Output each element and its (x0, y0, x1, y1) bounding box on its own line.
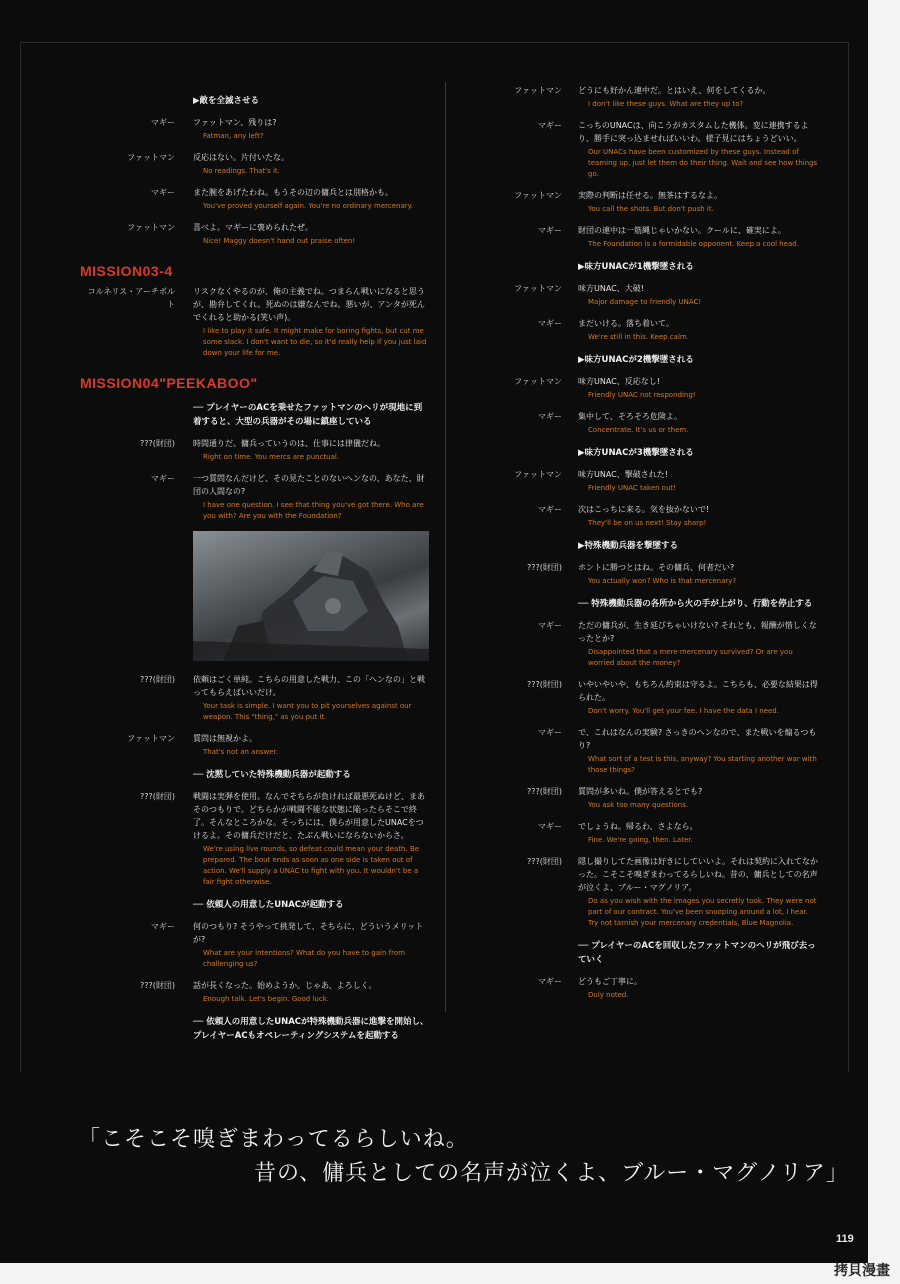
english-translation: I don't like these guys. What are they up to? (588, 100, 744, 108)
speaker-name: ファットマン (127, 734, 175, 743)
mission-heading: MISSION04"PEEKABOO" (80, 375, 258, 391)
english-translation: Fatman, any left? (203, 132, 264, 140)
english-translation: They'll be on us next! Stay sharp! (588, 519, 707, 527)
speaker-name: マギー (538, 505, 562, 514)
japanese-line: でしょうね。帰るわ、さよなら。 (578, 822, 698, 831)
stage-direction: ── 依頼人の用意したUNACが起動する (193, 900, 344, 910)
dialogue-entry (500, 317, 820, 343)
speaker-name: マギー (151, 474, 175, 483)
speaker-name: ファットマン (127, 223, 175, 232)
dialogue-entry (500, 975, 820, 1001)
frame-left-line (20, 42, 21, 1072)
page-number: 119 (836, 1233, 854, 1245)
column-divider (445, 82, 446, 1012)
stage-direction: ▶味方UNACが3機撃墜される (578, 448, 694, 458)
mech-screenshot-image (193, 531, 429, 661)
speaker-name: マギー (151, 118, 175, 127)
english-translation: You've proved yourself again. You're no ordinary mercenary. (203, 202, 413, 210)
english-translation: The Foundation is a formidable opponent. Keep a cool head. (588, 240, 799, 248)
watermark: 拷貝漫畫 (834, 1263, 890, 1279)
japanese-line: 質問は無視かよ。 (193, 734, 257, 743)
english-translation: Fine. We're going, then. Later. (588, 836, 693, 844)
english-translation: I like to play it safe. It might make for boring fights, but cut me some slack. I don't want to die, so it'd really help if you just laid down your life for me. (203, 327, 427, 357)
japanese-line: 時間通りだ。傭兵っていうのは、仕事には律儀だね。 (193, 439, 385, 448)
english-translation: That's not an answer. (203, 748, 279, 756)
english-translation: Friendly UNAC taken out! (588, 484, 677, 492)
english-translation: Duly noted. (588, 991, 629, 999)
speaker-name: ???(財団) (140, 675, 175, 684)
japanese-line: 味方UNAC、撃破された! (578, 470, 668, 479)
dialogue-entry (80, 437, 430, 463)
stage-direction: ── 沈黙していた特殊機動兵器が起動する (193, 770, 351, 780)
japanese-line: リスクなくやるのが、俺の主義でね。つまらん戦いになると思うが、勘弁してくれ。死ぬのは嫌なんでね。悪いが、アンタが死んでくれると助かる(笑い声)。 (193, 287, 425, 322)
english-translation: Major damage to friendly UNAC! (588, 298, 702, 306)
speaker-name: ???(財団) (140, 981, 175, 990)
speaker-name: マギー (538, 728, 562, 737)
stage-direction: ▶特殊機動兵器を撃墜する (578, 541, 679, 551)
speaker-name: ???(財団) (140, 439, 175, 448)
dialogue-entry (500, 410, 820, 436)
speaker-name: ファットマン (127, 153, 175, 162)
dialogue-entry (80, 151, 430, 177)
japanese-line: 反応はない。片付いたな。 (193, 153, 289, 162)
frame-top-line (20, 42, 848, 43)
dialogue-entry (500, 820, 820, 846)
dialogue-entry (80, 221, 430, 247)
dialogue-entry (500, 785, 820, 811)
mission-heading: MISSION03-4 (80, 263, 173, 279)
speaker-name: ???(財団) (527, 857, 562, 866)
left-column (80, 84, 430, 1051)
speaker-name: ファットマン (514, 86, 562, 95)
japanese-line: 質問が多いね。僕が答えるとでも? (578, 787, 703, 796)
english-translation: Friendly UNAC not responding! (588, 391, 696, 399)
speaker-name: ファットマン (514, 191, 562, 200)
speaker-name: マギー (538, 226, 562, 235)
japanese-line: 喜べよ。マギーに褒められたぜ。 (193, 223, 313, 232)
dialogue-entry (80, 790, 430, 888)
japanese-line: 財団の連中は一筋縄じゃいかない。クールに、確実によ。 (578, 226, 786, 235)
japanese-line: 実際の判断は任せる。無茶はするなよ。 (578, 191, 722, 200)
japanese-line: 次はこっちに来る。気を抜かないで! (578, 505, 710, 514)
pull-quote-line-1: 「こそこそ嗅ぎまわってるらしいね。 (78, 1127, 469, 1152)
dialogue-entry (500, 726, 820, 776)
dialogue-entry (500, 282, 820, 308)
dialogue-entry (80, 116, 430, 142)
speaker-name: マギー (538, 822, 562, 831)
dialogue-entry (80, 673, 430, 723)
english-translation: What are your intentions? What do you have to gain from challenging us? (203, 949, 405, 968)
speaker-name: マギー (538, 412, 562, 421)
english-translation: Nice! Maggy doesn't hand out praise often! (203, 237, 356, 245)
speaker-name: ファットマン (514, 470, 562, 479)
speaker-name: マギー (538, 977, 562, 986)
dialogue-entry (500, 678, 820, 717)
dialogue-entry (500, 561, 820, 587)
japanese-line: いやいやいや、もちろん約束は守るよ。こちらも、必要な結果は得られた。 (578, 680, 818, 702)
dialogue-entry (80, 472, 430, 522)
japanese-line: 味方UNAC、大破! (578, 284, 644, 293)
speaker-name: コルネリス・アーチボルト (87, 287, 175, 309)
speaker-name: ???(財団) (527, 680, 562, 689)
dialogue-entry (500, 189, 820, 215)
pull-quote-line-2: 昔の、傭兵としての名声が泣くよ、ブルー・マグノリア」 (254, 1161, 849, 1186)
japanese-line: まだいける。落ち着いて。 (578, 319, 674, 328)
english-translation: We're still in this. Keep calm. (588, 333, 689, 341)
japanese-line: ファットマン、残りは? (193, 118, 277, 127)
english-translation: Our UNACs have been customized by these guys. Instead of teaming up, just let them do their thing. Wait and see how things go. (588, 148, 818, 178)
japanese-line: 集中して、そろそろ危険よ。 (578, 412, 682, 421)
japanese-line: 何のつもり? そうやって挑発して、そちらに、どういうメリットが? (193, 922, 424, 944)
speaker-name: ???(財団) (140, 792, 175, 801)
dialogue-entry (500, 224, 820, 250)
english-translation: Enough talk. Let's begin. Good luck. (203, 995, 329, 1003)
speaker-name: マギー (538, 621, 562, 630)
english-translation: Right on time. You mercs are punctual. (203, 453, 340, 461)
dialogue-entry (80, 186, 430, 212)
dialogue-entry (80, 732, 430, 758)
japanese-line: で、これはなんの実験? さっきのヘンなので、また戦いを煽るつもり? (578, 728, 817, 750)
right-column (500, 84, 820, 1010)
english-translation: Disappointed that a mere mercenary survived? Or are you worried about the money? (588, 648, 793, 667)
dialogue-entry (500, 119, 820, 180)
dialogue-entry (500, 619, 820, 669)
japanese-line: ホントに勝つとはね。その傭兵、何者だい? (578, 563, 735, 572)
dialogue-entry (80, 979, 430, 1005)
stage-direction: ── プレイヤーのACを乗せたファットマンのヘリが現地に到着すると、大型の兵器がその場に鎮座している (193, 403, 423, 427)
japanese-line: どうにも好かん連中だ。とはいえ、何をしてくるか。 (578, 86, 771, 95)
dialogue-entry (500, 468, 820, 494)
japanese-line: 依頼はごく単純。こちらの用意した戦力、この「ヘンなの」と戦ってもらえばいいだけ。 (193, 675, 425, 697)
japanese-line: また腕をあげたわね。もうその辺の傭兵とは別格かも。 (193, 188, 393, 197)
frame-right-line (848, 42, 849, 1072)
dialogue-entry (500, 503, 820, 529)
english-translation: Don't worry. You'll get your fee. I have the data I need. (588, 707, 779, 715)
english-translation: I have one question. I see that thing you've got there. Who are you with? Are you with the Foundation? (203, 501, 424, 520)
dialogue-entry (500, 855, 820, 929)
speaker-name: マギー (151, 922, 175, 931)
stage-direction: ▶敵を全滅させる (193, 96, 260, 106)
japanese-line: ただの傭兵が、生き延びちゃいけない? それとも、報酬が惜しくなったとか? (578, 621, 817, 643)
english-translation: We're using live rounds, so defeat could mean your death. Be prepared. The bout ends as soon as one side is taken out of action. We'll supply a UNAC to fight with you. It wouldn't be a fair fight otherwise. (203, 845, 420, 886)
speaker-name: マギー (151, 188, 175, 197)
english-translation: Your task is simple. I want you to pit yourselves against our weapon. This "thing," as you put it. (203, 702, 412, 721)
english-translation: Concentrate. It's us or them. (588, 426, 689, 434)
stage-direction: ── 特殊機動兵器の各所から火の手が上がり、行動を停止する (578, 599, 813, 609)
english-translation: You ask too many questions. (588, 801, 689, 809)
speaker-name: マギー (538, 121, 562, 130)
english-translation: You actually won? Who is that mercenary? (588, 577, 737, 585)
english-translation: No readings. That's it. (203, 167, 280, 175)
dialogue-entry (80, 920, 430, 970)
japanese-line: 一つ質問なんだけど、その見たことのないヘンなの、あなた、財団の人間なの? (193, 474, 425, 496)
dialogue-entry (500, 375, 820, 401)
japanese-line: 味方UNAC、反応なし! (578, 377, 660, 386)
japanese-line: こっちのUNACは、向こうがカスタムした機体。変に連携するより、勝手に突っ込ませればいいわ。様子見にはちょうどいい。 (578, 121, 809, 143)
speaker-name: ???(財団) (527, 787, 562, 796)
english-translation: You call the shots. But don't push it. (588, 205, 714, 213)
japanese-line: 戦闘は実弾を使用。なんでそちらが負ければ最悪死ぬけど、まあそのつもりで。どちらかが戦闘不能な状態に陥ったらそこで終了。そんなところかな。そっちには、僕らが用意したUNACをつけるよ。その傭兵だけだと、たぶん戦いにならないからさ。 (193, 792, 425, 840)
speaker-name: ファットマン (514, 377, 562, 386)
stage-direction: ── プレイヤーのACを回収したファットマンのヘリが飛び去っていく (578, 941, 816, 965)
speaker-name: マギー (538, 319, 562, 328)
english-translation: What sort of a test is this, anyway? You starting another war with those things? (588, 755, 817, 774)
speaker-name: ???(財団) (527, 563, 562, 572)
japanese-line: どうもご丁寧に。 (578, 977, 642, 986)
japanese-line: 隠し撮りしてた画像は好きにしていいよ。それは契約に入れてなかった。こそこそ嗅ぎまわってるらしいね。昔の、傭兵としての名声が泣くよ、ブルー・マグノリア。 (578, 857, 818, 892)
stage-direction: ── 依頼人の用意したUNACが特殊機動兵器に進撃を開始し、プレイヤーACもオペレーティングシステムを起動する (193, 1017, 429, 1041)
dialogue-entry (80, 285, 430, 359)
english-translation: Do as you wish with the images you secretly took. They were not part of our contract. You've been snooping around a lot, I hear. Try not tarnish your mercenary credentials, Blue Magnolia. (588, 897, 817, 927)
speaker-name: ファットマン (514, 284, 562, 293)
stage-direction: ▶味方UNACが2機撃墜される (578, 355, 694, 365)
japanese-line: 話が長くなった。始めようか。じゃあ、よろしく。 (193, 981, 377, 990)
stage-direction: ▶味方UNACが1機撃墜される (578, 262, 694, 272)
dialogue-entry (500, 84, 820, 110)
